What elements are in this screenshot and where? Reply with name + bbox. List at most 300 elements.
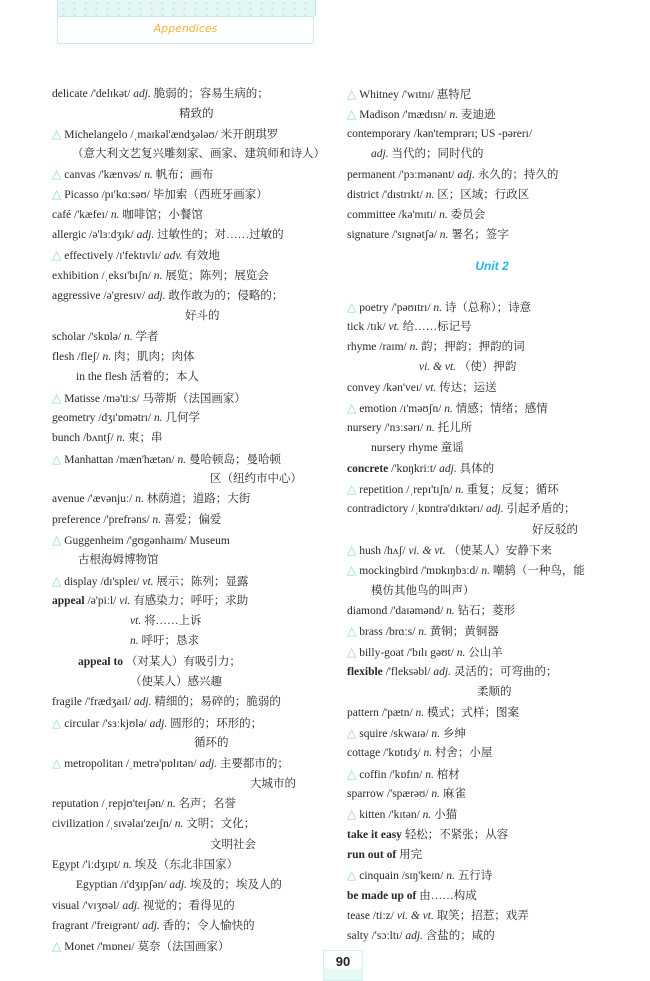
definition-text: 视觉的；看得见的 [142,900,235,912]
part-of-speech: n. [174,818,184,830]
headword: circular [64,718,100,730]
part-of-speech: adj. [199,758,218,770]
definition-text: 有效地 [185,250,220,262]
phonetic: /'kæfeɪ/ [74,209,109,221]
definition-text: 米开朗琪罗 [220,129,279,141]
definition-text: 棺材 [436,769,460,781]
definition-text: 学者 [135,331,159,343]
definition-text: 展示；陈列；显露 [156,576,249,588]
definition-text: 文明社会 [210,839,256,851]
glossary-entry [52,347,194,367]
triangle-marker-icon: △ [52,939,62,953]
headword: take it easy [347,829,402,841]
triangle-marker-icon: △ [347,563,357,577]
definition-text: 区（纽约市中心） [210,473,302,485]
glossary-entry [347,479,559,500]
phonetic: /ˌrepjʊ'teɪʃən/ [101,798,165,810]
glossary-entry [347,743,492,763]
part-of-speech: n. [418,626,427,638]
glossary-entry [347,703,519,723]
glossary-entry [52,814,255,834]
phonetic: /dɪ'spleɪ/ [100,576,140,588]
triangle-marker-icon: △ [52,248,62,262]
entry-continuation [532,520,578,540]
glossary-entry [52,896,235,916]
headword: squire [359,728,388,740]
headword: rhyme [347,341,377,353]
definition-text: 乡绅 [442,728,466,740]
part-of-speech: n. [123,859,132,871]
headword: delicate [52,88,88,100]
definition-text: 由……构成 [419,890,477,902]
phonetic: /ɪ'fektɪvlɪ/ [116,250,161,262]
headword: exhibition [52,270,99,282]
headword: Matisse [64,393,101,405]
headword: emotion [359,403,397,415]
headword: visual [52,900,80,912]
glossary-entry [52,449,281,470]
headword: repetition [359,484,404,496]
glossary-entry [347,398,548,419]
headword: café [52,209,72,221]
definition-text: 林荫道；道路；大街 [146,493,251,505]
part-of-speech: adj. [371,148,389,160]
phonetic: /'mɒneɪ/ [97,941,135,953]
part-of-speech: n. [449,109,459,121]
phonetic: /'pætn/ [381,707,413,719]
definition-text: 引起矛盾的； [506,503,576,515]
part-of-speech: n. [422,809,432,821]
phonetic: /sɪŋ'keɪn/ [401,870,444,882]
definition-text: 毕加索（西班牙画家） [152,189,268,201]
definition-text: 韵；押韵；押韵的词 [421,341,525,353]
definition-text: 埃及的；埃及人的 [189,879,282,891]
phonetic: /'daɪəmənd/ [390,605,444,617]
definition-text: 含盐的；咸的 [425,930,495,942]
phonetic: /'kɒtɪdʒ/ [383,747,421,759]
glossary-entry [52,489,250,509]
header-title-box [57,16,314,44]
definition-text: 埃及（东北非国家） [134,859,239,871]
definition-text: 展览；陈列；展览会 [165,270,269,282]
glossary-entry [347,784,466,804]
part-of-speech: n. [116,432,126,444]
headword: sparrow [347,788,385,800]
definition-text: 具体的 [459,463,495,475]
glossary-entry [52,916,255,936]
phonetic: /'spærəʊ/ [386,788,429,800]
entry-continuation [194,733,229,753]
part-of-speech: n. [431,788,441,800]
headword: diamond [347,605,388,617]
phonetic: /'mɒkɪŋbɜːd/ [420,565,479,577]
phonetic: /hʌʃ/ [383,545,406,557]
glossary-entry [52,327,158,347]
part-of-speech: n. [426,422,435,434]
part-of-speech: n. [439,229,449,241]
glossary-entry [347,926,495,946]
headword: effectively [64,250,114,262]
definition-text: 灵活的；可弯曲的； [453,666,558,678]
definition-text: 文明；文化； [186,818,256,830]
headword: coffin [359,769,387,781]
triangle-marker-icon: △ [347,300,357,314]
definition-text: 麦迪逊 [460,109,496,121]
phonetic: /'sɜːkjʊlə/ [102,718,147,730]
headword: convey [347,382,381,394]
glossary-entry [52,571,248,592]
phonetic: /kə'mɪtɪ/ [398,209,437,221]
definition-text: 传达；运送 [439,382,497,394]
headword: reputation [52,798,99,810]
phonetic: /kən'veɪ/ [383,382,423,394]
part-of-speech: n. [144,169,153,181]
headword: Egyptian [76,879,118,891]
headword: scholar [52,331,86,343]
headword: fragrant [52,920,89,932]
part-of-speech: n. [423,747,433,759]
part-of-speech: adj. [149,718,168,730]
part-of-speech: n. [153,270,163,282]
phonetic: /pɪ'kɑːsəʊ/ [101,189,150,201]
triangle-marker-icon: △ [347,767,357,781]
headword: concrete [347,463,389,475]
headword: Monet [64,941,95,953]
glossary-entry [347,825,508,845]
phonetic: /ɪ'dʒɪpʃən/ [120,879,167,891]
headword: district [347,189,379,201]
definition-text: 脆弱的；容易生病的； [153,88,269,100]
glossary-entry [76,875,282,895]
glossary-entry [52,794,236,814]
part-of-speech: n. [110,209,120,221]
entry-continuation [72,144,325,164]
glossary-entry [52,591,248,611]
part-of-speech: n. [481,565,490,577]
definition-text: 活着的；本人 [129,371,199,383]
phonetic: /bʌntʃ/ [82,432,114,444]
headword: allergic [52,229,87,241]
glossary-entry [347,764,460,785]
glossary-entry [347,499,575,519]
headword: flesh [52,351,75,363]
triangle-marker-icon: △ [347,543,357,557]
headword: Egypt [52,859,80,871]
phonetic: /ˌmetrə'pɒlɪtən/ [125,758,197,770]
definition-text: 麻雀 [442,788,466,800]
part-of-speech: n. [135,493,144,505]
headword: run out of [347,849,397,861]
phonetic: /'fleksəbl/ [385,666,431,678]
definition-text: 委员会 [450,209,486,221]
definition-text: 敢作敢为的；侵略的； [168,290,284,302]
glossary-entry [347,317,472,337]
definition-text: 取笑；招惹；戏弄 [436,910,529,922]
part-of-speech: n. [446,605,455,617]
headword: nursery rhyme [371,442,438,454]
definition-text: 小猫 [434,809,458,821]
phonetic: /'vɪʒʊəl/ [82,900,120,912]
headword: be made up of [347,890,417,902]
phonetic: /'skɒlə/ [88,331,122,343]
part-of-speech: n. [425,769,434,781]
definition-text: 惠特尼 [436,89,472,101]
part-of-speech: vi. & vt. [408,545,446,557]
entry-continuation [78,550,159,570]
glossary-entry [52,936,230,957]
part-of-speech: n. [433,302,443,314]
definition-text: 五行诗 [457,870,493,882]
glossary-entry [347,104,495,125]
definition-text: 名声；名誉 [178,798,237,810]
glossary-entry [347,185,529,205]
glossary-entry [52,225,284,245]
glossary-entry [52,855,238,875]
phonetic: /ˌsɪvəlaɪ'zeɪʃn/ [106,818,172,830]
definition-text: 公山羊 [468,647,503,659]
part-of-speech: n. [130,635,139,647]
headword: appeal [52,595,85,607]
triangle-marker-icon: △ [347,87,357,101]
glossary-entry [52,245,220,266]
triangle-marker-icon: △ [347,107,357,121]
headword: fragile [52,696,83,708]
part-of-speech: adj. [136,229,155,241]
headword: Picasso [64,189,99,201]
glossary-entry [52,266,269,286]
definition-text: 柔顺的 [477,686,512,698]
phonetic: /'gʊgənhaɪm/ [126,535,187,547]
phonetic: /ˌkɒntrə'dɪktərɪ/ [411,503,484,515]
headword: contemporary [347,128,411,140]
triangle-marker-icon: △ [347,645,357,659]
definition-text: 钻石；菱形 [457,605,516,617]
glossary-entry [347,865,492,886]
definition-text: 重复；反复；循环 [466,484,559,496]
headword: hush [359,545,381,557]
headword: avenue [52,493,85,505]
phonetic: /'frædʒaɪl/ [84,696,132,708]
phonetic: /'kɒfɪn/ [389,769,423,781]
part-of-speech: adj. [133,696,152,708]
glossary-entry [347,205,485,225]
headword: geometry [52,412,96,424]
glossary-entry [52,510,221,530]
headword: cottage [347,747,381,759]
glossary-entry [347,886,477,906]
glossary-entry [347,642,503,663]
triangle-marker-icon: △ [347,401,357,415]
entry-continuation [130,631,199,651]
definition-text: 村舍；小屋 [434,747,493,759]
headword: in the flesh [76,371,128,383]
definition-text: 马蒂斯（法国画家） [142,393,246,405]
triangle-marker-icon: △ [347,868,357,882]
entry-continuation [477,682,512,702]
glossary-entry [52,184,268,205]
phonetic: /'sɪgnətʃə/ [392,229,437,241]
part-of-speech: adj. [405,930,423,942]
entry-continuation [250,774,296,794]
definition-text: 署名；签字 [451,229,509,241]
triangle-marker-icon: △ [52,452,62,466]
definition-text: 将……上诉 [144,615,202,627]
header-decorative-band [57,0,316,16]
part-of-speech: adj. [439,463,457,475]
glossary-entry [347,540,552,561]
definition-text: 轻松；不紧张；从容 [404,829,509,841]
definition-text: 圆形的；环形的； [170,718,263,730]
triangle-marker-icon: △ [52,574,62,588]
headword: brass [359,626,383,638]
phonetic: /brɑːs/ [385,626,416,638]
glossary-entry [347,124,532,144]
headword: poetry [359,302,389,314]
phonetic: /'prefrəns/ [103,514,150,526]
definition-text: 过敏性的；对……过敏的 [157,229,284,241]
phonetic: /mæn'hætən/ [116,454,175,466]
phonetic: /ə'lɜːdʒɪk/ [89,229,134,241]
glossary-entry [52,124,278,145]
headword: pattern [347,707,379,719]
part-of-speech: vi. [119,595,131,607]
glossary-entry [347,804,457,825]
glossary-entry [52,286,283,306]
triangle-marker-icon: △ [52,716,62,730]
part-of-speech: adj. [147,290,166,302]
headword: civilization [52,818,104,830]
definition-text: 束；串 [128,432,163,444]
part-of-speech: n. [444,403,453,415]
page-number-box [323,950,363,981]
definition-text: 古根海姆博物馆 [78,554,159,566]
definition-text: 黄铜；黄铜器 [429,626,499,638]
glossary-entry [347,337,525,357]
phonetic: /kən'temprərɪ; US -pərerɪ/ [413,128,533,140]
phonetic: /fleʃ/ [77,351,100,363]
phonetic: /ˌeksɪ'bɪʃn/ [101,270,151,282]
entry-continuation [210,835,256,855]
part-of-speech: n. [123,331,133,343]
definition-text: 几何学 [165,412,200,424]
entry-continuation [210,469,302,489]
glossary-entry [52,205,203,225]
definition-text: 托儿所 [437,422,473,434]
definition-text: （使某人）感兴趣 [130,676,222,688]
entry-continuation [419,357,516,377]
definition-text: 喜爱；偏爱 [163,514,222,526]
phonetic: /tiːz/ [372,910,394,922]
headword: signature [347,229,390,241]
part-of-speech: adj. [133,88,151,100]
phonetic: /'bɪlɪ gəʊt/ [406,647,454,659]
headword: Michelangelo [64,129,128,141]
glossary-entry [347,845,422,865]
definition-text: 模式；式样；图案 [427,707,520,719]
definition-text: 有感染力；呼吁；求助 [133,595,249,607]
page-number: 90 [335,954,351,969]
glossary-entry [347,84,471,105]
glossary-entry [347,723,466,744]
headword: tick [347,321,365,333]
definition-text: 大城市的 [250,778,296,790]
definition-text: 精细的；易碎的；脆弱的 [154,696,281,708]
definition-text: 当代的；同时代的 [391,148,484,160]
headword: kitten [359,809,386,821]
part-of-speech: adj. [169,879,187,891]
phonetic: /mə'tiːs/ [102,393,140,405]
definition-text: 给……标记号 [402,321,472,333]
phonetic: /'dɪstrɪkt/ [381,189,423,201]
phonetic: /'sɔːltɪ/ [371,930,403,942]
definition-text: 莫奈（法国画家） [137,941,230,953]
glossary-entry [52,713,262,734]
glossary-entry [347,378,497,398]
part-of-speech: n. [431,728,441,740]
phonetic: /'nɜːsərɪ/ [384,422,424,434]
definition-text: （使）押韵 [458,361,517,373]
headword: Guggenheim [64,535,124,547]
headword: aggressive [52,290,101,302]
headword: canvas [64,169,96,181]
definition-text: 咖啡馆；小餐馆 [122,209,203,221]
headword: flexible [347,666,383,678]
triangle-marker-icon: △ [52,167,62,181]
phonetic: /ə'piːl/ [87,595,117,607]
headword: nursery [347,422,382,434]
part-of-speech: n. [439,209,448,221]
headword: cinquain [359,870,399,882]
part-of-speech: n. [102,351,112,363]
triangle-marker-icon: △ [347,807,357,821]
glossary-entry [347,601,515,621]
triangle-marker-icon: △ [347,726,357,740]
glossary-entry [347,165,558,185]
definition-text: 永久的；持久的 [477,169,559,181]
glossary-entry [52,388,246,409]
phonetic: /'pɜːmənənt/ [398,169,455,181]
part-of-speech: vt. [130,615,142,627]
entry-continuation [371,144,483,164]
glossary-entry [347,459,494,479]
headword: billy-goat [359,647,404,659]
definition-text: 嘲鸫（一种鸟，能 [492,565,585,577]
entry-continuation [179,104,214,124]
phonetic: /'freɪgrənt/ [91,920,140,932]
phonetic: /'wɪtnɪ/ [401,89,434,101]
part-of-speech: n. [415,707,425,719]
headword: Manhattan [64,454,114,466]
glossary-entry [52,753,289,774]
headword: mockingbird [359,565,419,577]
part-of-speech: vt. [425,382,437,394]
definition-text: 香的；令人愉快的 [162,920,255,932]
phonetic: /'mædɪsn/ [402,109,447,121]
part-of-speech: adj. [122,900,140,912]
part-of-speech: adv. [163,250,183,262]
definition-text: 区；区域；行政区 [437,189,530,201]
headword: Madison [359,109,400,121]
phonetic: /tɪk/ [367,321,386,333]
entry-continuation [130,672,222,692]
unit-heading: Unit 2 [475,259,509,273]
triangle-marker-icon: △ [52,127,62,141]
glossary-entry [52,84,269,104]
headword: display [64,576,98,588]
glossary-entry [347,906,529,926]
entry-continuation [371,581,475,601]
definition-text: 用完 [399,849,423,861]
